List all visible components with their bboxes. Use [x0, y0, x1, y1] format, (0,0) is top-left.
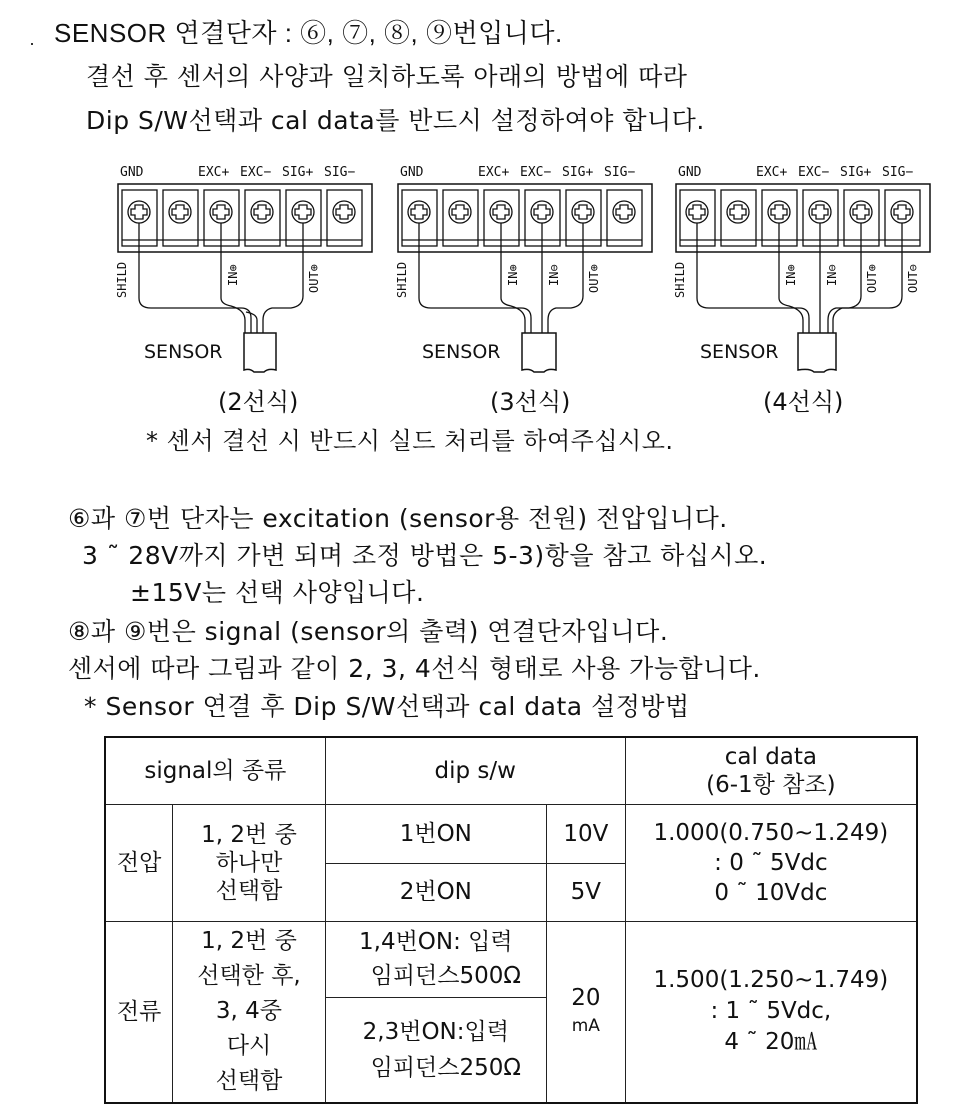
- svg-text:SENSOR: SENSOR: [700, 341, 779, 363]
- header-dip-sw: dip s/w: [325, 737, 625, 804]
- svg-text:SHILD: SHILD: [673, 261, 687, 298]
- table-header-row: [105, 737, 917, 804]
- voltage-select-cell: 1, 2번 중 하나만 선택함: [173, 804, 325, 921]
- terminal-cells: [402, 190, 642, 246]
- shield-note: * 센서 결선 시 반드시 실드 처리를 하여주십시오.: [146, 427, 674, 455]
- body-line-6: * Sensor 연결 후 Dip S/W선택과 cal data 설정방법: [84, 692, 690, 721]
- intro-line-1: 결선 후 센서의 사양과 일치하도록 아래의 방법에 따라: [86, 62, 688, 91]
- header-cal-data: cal data (6-1항 참조): [625, 737, 917, 804]
- wire-labels: [395, 262, 601, 298]
- terminal-labels: [678, 165, 913, 180]
- terminal-labels: [120, 165, 355, 180]
- svg-text:IN⊕: IN⊕: [784, 264, 798, 286]
- svg-text:GND: GND: [400, 165, 424, 180]
- intro-line-2: Dip S/W선택과 cal data를 반드시 설정하여야 합니다.: [86, 106, 705, 135]
- caption-2wire: (2선식): [218, 388, 299, 416]
- svg-text:OUT⊖: OUT⊖: [906, 264, 920, 293]
- svg-text:OUT⊕: OUT⊕: [307, 264, 321, 293]
- svg-text:SHILD: SHILD: [115, 261, 129, 298]
- current-cal-cell: 1.500(1.250~1.749) : 1 ˜ 5Vdc, 4 ˜ 20㎃: [625, 921, 917, 1103]
- dip-cell: 2번ON: [325, 863, 546, 921]
- svg-text:SIG+: SIG+: [840, 165, 872, 180]
- svg-text:EXC+: EXC+: [478, 165, 510, 180]
- stray-mark: [31, 43, 33, 45]
- wire-labels: [673, 262, 920, 298]
- svg-text:IN⊕: IN⊕: [506, 264, 520, 286]
- dip-cell: 1,4번ON: 입력 임피던스500Ω: [325, 921, 546, 997]
- body-line-4: ⑧과 ⑨번은 signal (sensor의 출력) 연결단자입니다.: [68, 617, 669, 646]
- svg-text:OUT⊕: OUT⊕: [865, 264, 879, 293]
- svg-text:SIG−: SIG−: [882, 165, 914, 180]
- caption-4wire: (4선식): [763, 388, 844, 416]
- caption-3wire: (3선식): [490, 388, 571, 416]
- svg-text:SIG+: SIG+: [562, 165, 594, 180]
- range-cell: 10V: [546, 804, 625, 863]
- svg-text:SHILD: SHILD: [395, 261, 409, 298]
- body-line-5: 센서에 따라 그림과 같이 2, 3, 4선식 형태로 사용 가능합니다.: [68, 654, 761, 683]
- voltage-type-cell: 전압: [105, 804, 173, 921]
- sensor-icon: [522, 333, 556, 372]
- wiring-diagram-4wire: [664, 158, 944, 380]
- svg-text:SIG−: SIG−: [324, 165, 356, 180]
- svg-text:EXC+: EXC+: [756, 165, 788, 180]
- dip-cell: 2,3번ON:입력 임피던스250Ω: [325, 997, 546, 1103]
- svg-text:OUT⊕: OUT⊕: [587, 264, 601, 293]
- body-line-1: ⑥과 ⑦번 단자는 excitation (sensor용 전원) 전압입니다.: [68, 504, 728, 533]
- svg-text:SIG−: SIG−: [604, 165, 636, 180]
- terminal-labels: [400, 165, 635, 180]
- current-select-cell: 1, 2번 중 선택한 후, 3, 4중 다시 선택함: [173, 921, 325, 1103]
- sensor-icon: [244, 333, 276, 372]
- svg-text:SENSOR: SENSOR: [422, 341, 501, 363]
- table-row: [105, 804, 917, 863]
- dip-switch-cal-table: [104, 736, 918, 1104]
- section-title: SENSOR 연결단자 : ⑥, ⑦, ⑧, ⑨번입니다.: [54, 18, 563, 48]
- svg-text:EXC−: EXC−: [240, 165, 272, 180]
- terminal-cells: [680, 190, 920, 246]
- table-row: [105, 921, 917, 997]
- sensor-icon: [798, 333, 836, 372]
- wiring-diagram-2wire: [106, 158, 386, 380]
- svg-text:IN⊖: IN⊖: [547, 264, 561, 286]
- terminal-cells: [122, 190, 362, 246]
- svg-text:IN⊕: IN⊕: [226, 264, 240, 286]
- body-line-3: ±15V는 선택 사양입니다.: [130, 578, 425, 607]
- svg-text:SIG+: SIG+: [282, 165, 314, 180]
- svg-text:GND: GND: [120, 165, 144, 180]
- dip-cell: 1번ON: [325, 804, 546, 863]
- voltage-cal-cell: 1.000(0.750~1.249) : 0 ˜ 5Vdc 0 ˜ 10Vdc: [625, 804, 917, 921]
- header-signal-type: signal의 종류: [105, 737, 325, 804]
- svg-text:EXC−: EXC−: [798, 165, 830, 180]
- svg-text:SENSOR: SENSOR: [144, 341, 223, 363]
- range-cell: 5V: [546, 863, 625, 921]
- svg-text:EXC+: EXC+: [198, 165, 230, 180]
- current-type-cell: 전류: [105, 921, 173, 1103]
- svg-text:EXC−: EXC−: [520, 165, 552, 180]
- svg-text:GND: GND: [678, 165, 702, 180]
- wiring-diagram-3wire: [386, 158, 666, 380]
- body-line-2: 3 ˜ 28V까지 가변 되며 조정 방법은 5-3)항을 참고 하십시오.: [82, 541, 768, 570]
- range-cell: 20 mA: [546, 921, 625, 1103]
- svg-text:IN⊖: IN⊖: [825, 264, 839, 286]
- wire-labels: [115, 262, 321, 298]
